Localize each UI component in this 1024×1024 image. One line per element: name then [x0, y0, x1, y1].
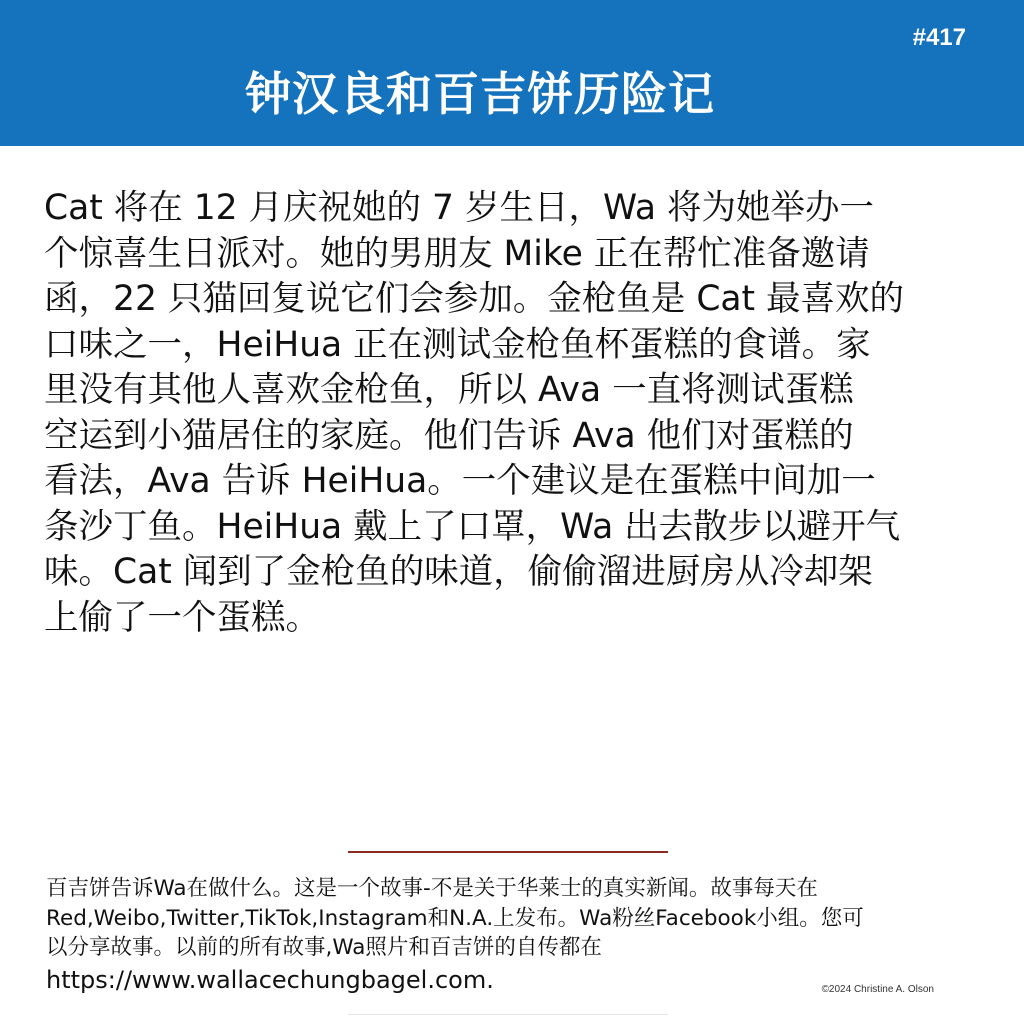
story-line: 函，22 只猫回复说它们会参加。金枪鱼是 Cat 最喜欢的 [44, 279, 905, 319]
section-divider [348, 851, 668, 853]
story-line: 味。Cat 闻到了金枪鱼的味道，偷偷溜进厨房从冷却架 [44, 552, 873, 592]
page-title: 钟汉良和百吉饼历险记 [245, 67, 715, 121]
bottom-divider [348, 1014, 668, 1015]
story-line: 看法，Ava 告诉 HeiHua。一个建议是在蛋糕中间加一 [44, 461, 876, 501]
footer-line: 以分享故事。以前的所有故事,Wa照片和百吉饼的自传都在 [46, 935, 602, 960]
story-line: 上偷了一个蛋糕。 [44, 597, 320, 638]
episode-number: #417 [912, 24, 966, 51]
story-line: 口味之一，HeiHua 正在测试金枪鱼杯蛋糕的食谱。家 [44, 324, 871, 365]
story-text [44, 186, 984, 641]
website-url: https://www.wallacechungbagel.com. [46, 965, 494, 994]
story-line: 里没有其他人喜欢金枪鱼，所以 Ava 一直将测试蛋糕 [44, 370, 854, 410]
story-line: Cat 将在 12 月庆祝她的 7 岁生日，Wa 将为她举办一 [44, 188, 874, 228]
story-line: 空运到小猫居住的家庭。他们告诉 Ava 他们对蛋糕的 [44, 415, 854, 456]
footer-line: 百吉饼告诉Wa在做什么。这是一个故事-不是关于华莱士的真实新闻。故事每天在 [46, 876, 818, 901]
story-line: 条沙丁鱼。HeiHua 戴上了口罩，Wa 出去散步以避开气 [44, 506, 901, 547]
footer-notice [46, 874, 976, 997]
copyright-notice: ©2024 Christine A. Olson [821, 984, 934, 995]
story-line: 个惊喜生日派对。她的男朋友 Mike 正在帮忙准备邀请 [44, 233, 870, 274]
header-banner [0, 0, 1024, 146]
footer-line: Red,Weibo,Twitter,TikTok,Instagram和N.A.上发布。Wa粉丝Facebook小组。您可 [46, 905, 864, 931]
